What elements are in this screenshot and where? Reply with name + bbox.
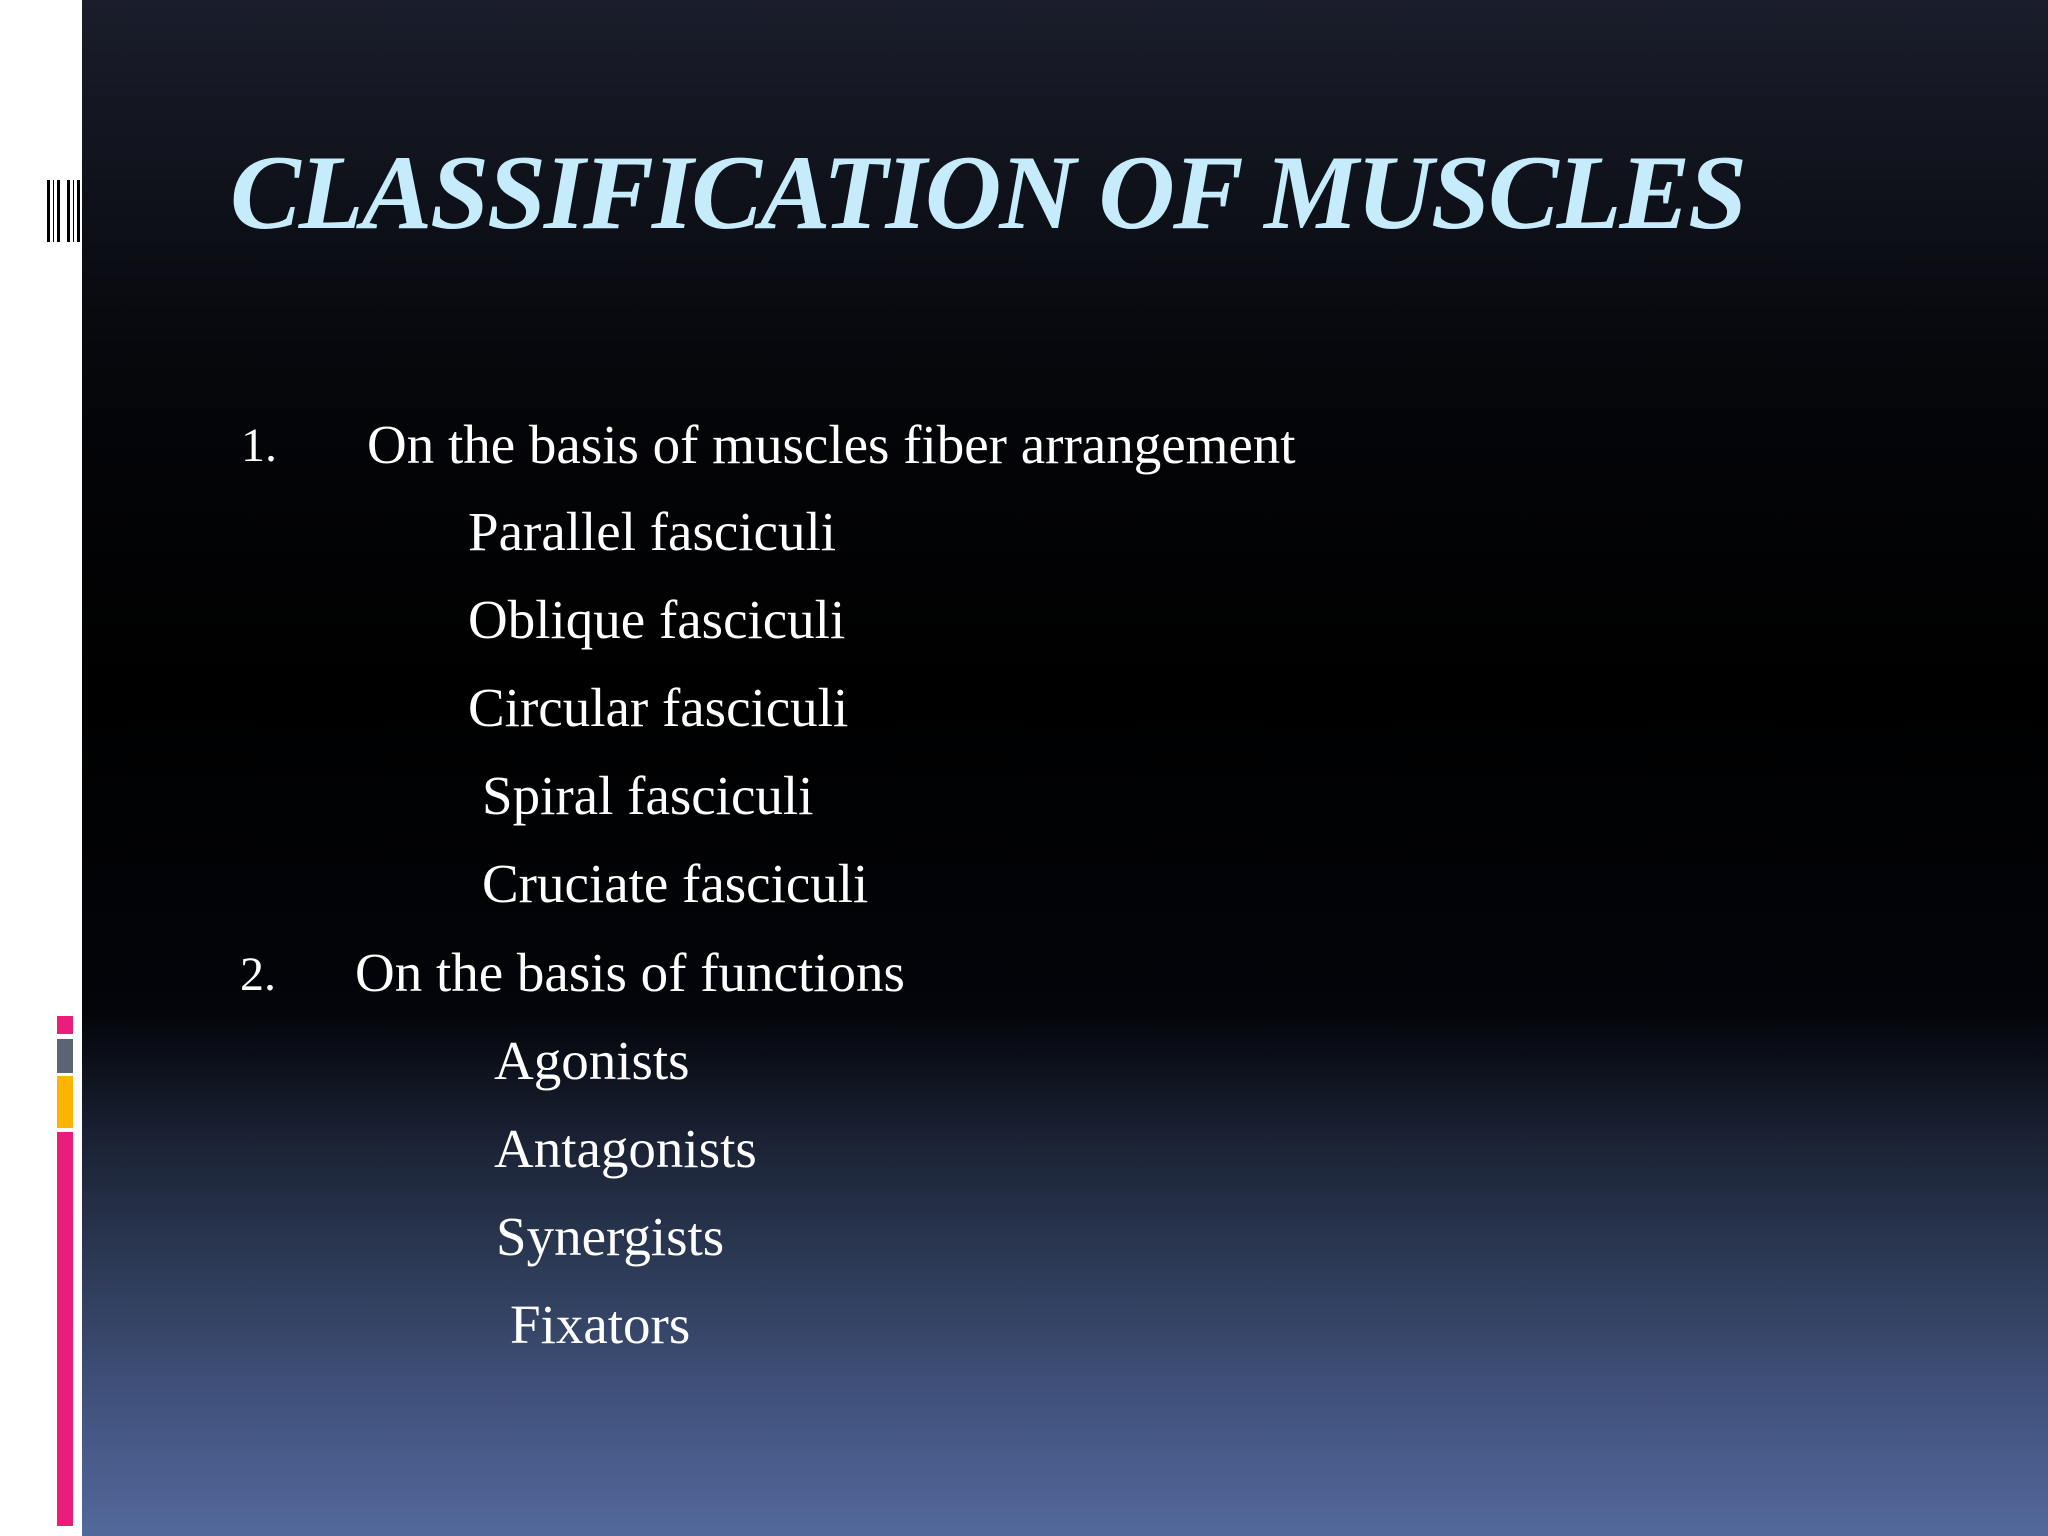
section-1-heading: On the basis of muscles fiber arrangement bbox=[367, 414, 1296, 475]
list-item: Circular fasciculi bbox=[468, 677, 849, 738]
section-1-number: 1. bbox=[241, 419, 277, 472]
vertical-stripes-decoration bbox=[47, 180, 80, 242]
list-item: Spiral fasciculi bbox=[482, 765, 814, 826]
accent-bar-pink-small bbox=[57, 1016, 73, 1034]
list-item: Antagonists bbox=[494, 1118, 757, 1179]
list-item: Fixators bbox=[510, 1294, 691, 1355]
accent-bar-gray bbox=[57, 1039, 73, 1073]
list-item: Oblique fasciculi bbox=[468, 589, 846, 650]
section-2-number: 2. bbox=[240, 948, 276, 1001]
slide-content-area bbox=[82, 0, 2048, 1536]
list-item: Cruciate fasciculi bbox=[482, 853, 869, 914]
accent-bar-gold bbox=[57, 1076, 73, 1128]
section-2-heading: On the basis of functions bbox=[355, 942, 905, 1003]
list-item: Synergists bbox=[496, 1206, 725, 1267]
slide-title: CLASSIFICATION OF MUSCLES bbox=[230, 134, 1746, 251]
left-margin-strip bbox=[0, 0, 82, 1536]
list-item: Parallel fasciculi bbox=[468, 501, 837, 562]
accent-bar-pink-long bbox=[57, 1132, 73, 1526]
list-item: Agonists bbox=[494, 1030, 690, 1091]
